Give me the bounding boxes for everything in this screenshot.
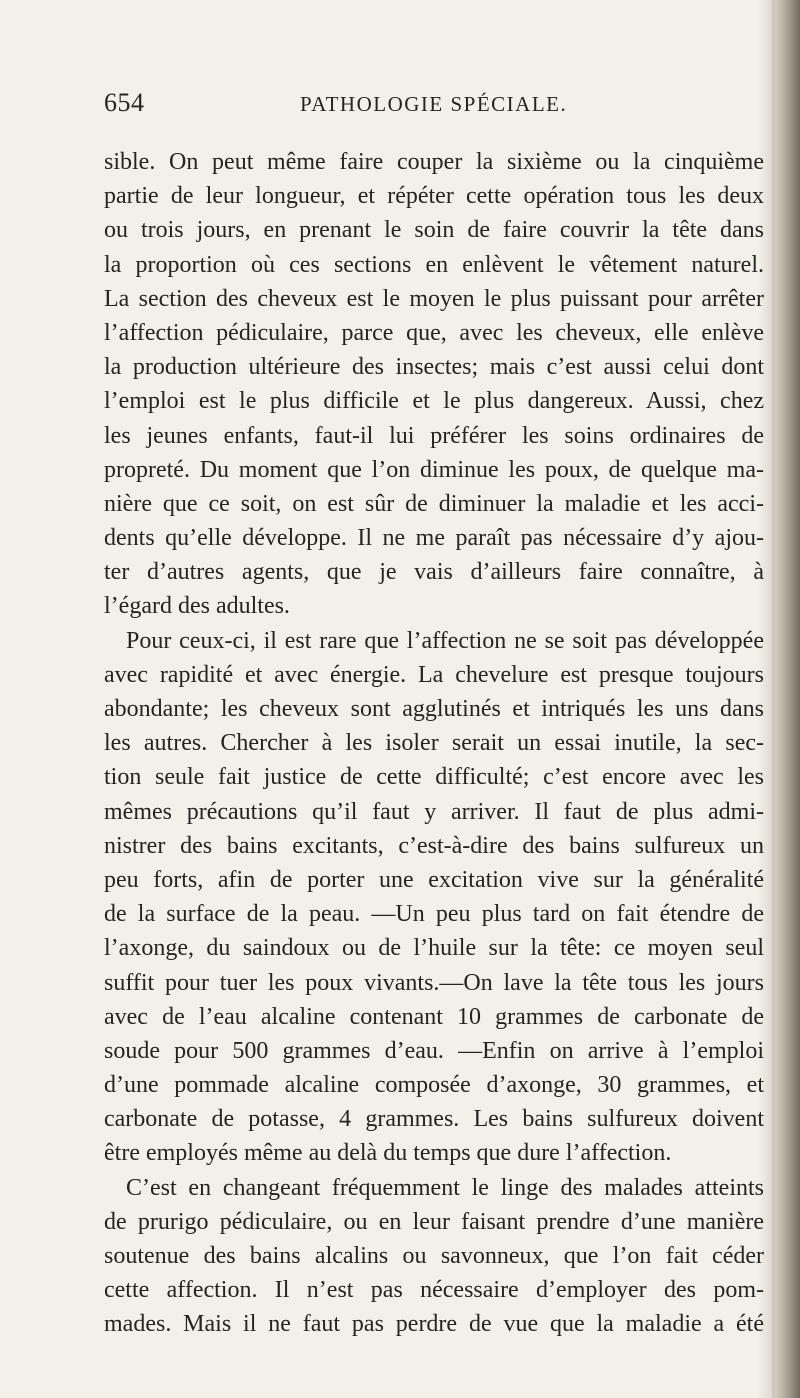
text-line: les autres. Chercher à les isoler serait un essai inutile, la sec- — [104, 730, 764, 757]
text-line: carbonate de potasse, 4 grammes. Les bains sulfureux doivent — [104, 1106, 764, 1133]
text-line: mêmes précautions qu’il faut y arriver. Il faut de plus admi- — [104, 798, 764, 825]
text-line: dents qu’elle développe. Il ne me paraît pas nécessaire d’y ajou- — [104, 525, 764, 552]
text-line: mades. Mais il ne faut pas perdre de vue que la maladie a été — [104, 1311, 764, 1338]
text-line: La section des cheveux est le moyen le plus puissant pour arrêter — [104, 285, 764, 312]
text-line: l’affection pédiculaire, parce que, avec les cheveux, elle enlève — [104, 319, 764, 346]
text-line: suffit pour tuer les poux vivants.—On lave la tête tous les jours — [104, 969, 764, 996]
text-line: ter d’autres agents, que je vais d’ailleurs faire connaître, à — [104, 559, 764, 586]
text-line: cette affection. Il n’est pas nécessaire d’employer des pom- — [104, 1277, 764, 1304]
text-line: avec rapidité et avec énergie. La chevelure est presque toujours — [104, 661, 764, 688]
text-line: la proportion où ces sections en enlèvent le vêtement naturel. — [104, 251, 764, 278]
text-line: l’axonge, du saindoux ou de l’huile sur la tête: ce moyen seul — [104, 935, 764, 962]
text-line: nistrer des bains excitants, c’est-à-dire des bains sulfureux un — [104, 832, 764, 859]
paragraph-start-line: Pour ceux-ci, il est rare que l’affection ne se soit pas développée — [126, 627, 764, 654]
paragraph-start-line: C’est en changeant fréquemment le linge des malades atteints — [126, 1174, 764, 1201]
text-line: peu forts, afin de porter une excitation vive sur la généralité — [104, 866, 764, 893]
running-head — [104, 88, 744, 122]
body-text — [104, 145, 764, 1342]
text-line: nière que ce soit, on est sûr de diminuer la maladie et les acci- — [104, 490, 764, 517]
text-line: l’emploi est le plus difficile et le plus dangereux. Aussi, chez — [104, 388, 764, 415]
text-line: ou trois jours, en prenant le soin de faire couvrir la tête dans — [104, 217, 764, 244]
text-line: tion seule fait justice de cette difficulté; c’est encore avec les — [104, 764, 764, 791]
running-title: PATHOLOGIE SPÉCIALE. — [300, 92, 568, 116]
text-line: soude pour 500 grammes d’eau. —Enfin on arrive à l’emploi — [104, 1037, 764, 1064]
page-number: 654 — [104, 88, 145, 117]
text-line: d’une pommade alcaline composée d’axonge, 30 grammes, et — [104, 1072, 764, 1099]
text-line: les jeunes enfants, faut-il lui préférer les soins ordinaires de — [104, 422, 764, 449]
text-line: être employés même au delà du temps que dure l’affection. — [104, 1140, 672, 1167]
text-line: partie de leur longueur, et répéter cette opération tous les deux — [104, 183, 764, 210]
text-line: sible. On peut même faire couper la sixième ou la cinquième — [104, 149, 764, 175]
text-line: la production ultérieure des insectes; mais c’est aussi celui dont — [104, 354, 764, 381]
page-edge-binding — [758, 0, 800, 1398]
text-line: soutenue des bains alcalins ou savonneux, que l’on fait céder — [104, 1243, 764, 1269]
text-line: de prurigo pédiculaire, ou en leur faisant prendre d’une manière — [104, 1208, 764, 1235]
text-line: avec de l’eau alcaline contenant 10 grammes de carbonate de — [104, 1003, 764, 1030]
text-line: propreté. Du moment que l’on diminue les poux, de quelque ma- — [104, 456, 764, 483]
text-line: de la surface de la peau. —Un peu plus tard on fait étendre de — [104, 901, 764, 928]
text-line: abondante; les cheveux sont agglutinés et intriqués les uns dans — [104, 696, 764, 722]
text-line: l’égard des adultes. — [104, 593, 290, 620]
